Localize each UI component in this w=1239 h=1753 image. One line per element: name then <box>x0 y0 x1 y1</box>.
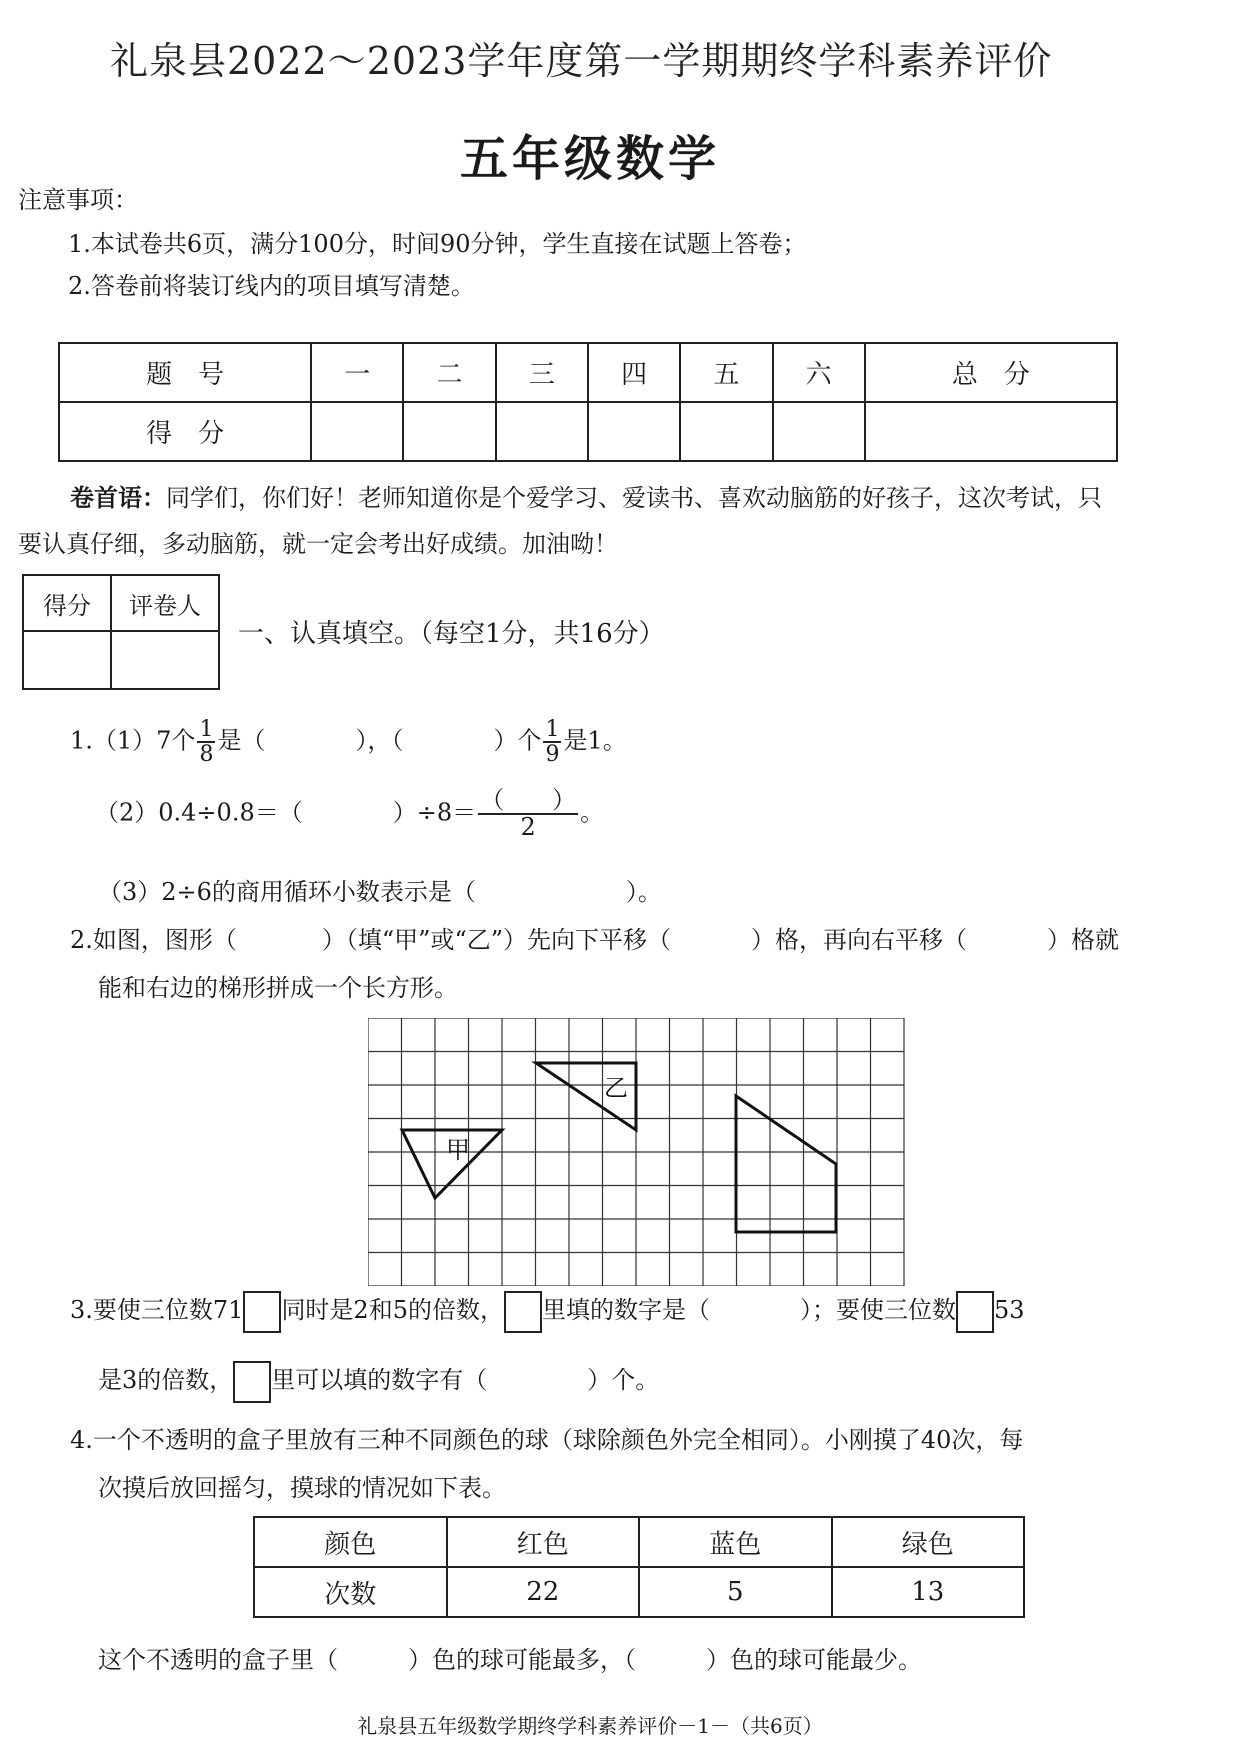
fraction-blank-over-two <box>478 788 578 840</box>
q4-line-3 <box>98 1640 922 1675</box>
ball-count-label: 次数 <box>254 1567 447 1617</box>
q2-text-c: ）格，再向右平移（ <box>750 926 967 954</box>
score-col-3: 三 <box>496 343 588 402</box>
q2-text-a: 2.如图，图形（ <box>70 926 237 954</box>
ball-count-red: 22 <box>447 1567 640 1617</box>
section-1-title: 一、认真填空。（每空1分，共16分） <box>238 619 665 649</box>
fraction-numerator: 1 <box>545 717 560 742</box>
digit-box[interactable] <box>233 1361 271 1403</box>
fraction-denominator: 9 <box>545 742 560 768</box>
digit-box[interactable] <box>504 1291 542 1333</box>
q1-p3-b: ）。 <box>625 878 662 906</box>
score-row-label: 得 分 <box>59 402 311 461</box>
q1-part-1 <box>70 718 627 766</box>
q4-line-2: 次摸后放回摇匀，摸球的情况如下表。 <box>98 1474 506 1502</box>
fraction-denominator: 2 <box>520 813 536 842</box>
score-col-4: 四 <box>588 343 680 402</box>
score-cell <box>311 402 403 461</box>
grader-name-label: 评卷人 <box>111 575 219 631</box>
ball-count-green: 13 <box>832 1567 1025 1617</box>
q2-text-b: ）（填“甲”或“乙”）先向下平移（ <box>321 926 671 954</box>
fraction-numerator: （ ） <box>480 786 577 814</box>
preface-title: 卷首语： <box>70 483 166 512</box>
q3-text-b: 同时是2和5的倍数， <box>281 1296 504 1324</box>
q3-text-f: 是3的倍数， <box>98 1366 234 1394</box>
score-table <box>58 342 1118 462</box>
q1-text-e: 是1。 <box>563 726 627 755</box>
digit-box[interactable] <box>956 1291 994 1333</box>
q3-text-h: ）个。 <box>587 1366 660 1394</box>
exam-header: 礼泉县2022～2023学年度第一学期期终学科素养评价 <box>110 39 1053 83</box>
fraction-one-eighth <box>197 718 215 766</box>
q1-p3-a: （3）2÷6的商用循环小数表示是（ <box>98 878 476 906</box>
score-cell <box>588 402 680 461</box>
trapezoid <box>736 1096 836 1232</box>
score-col-2: 二 <box>403 343 495 402</box>
score-cell <box>865 402 1117 461</box>
fraction-denominator: 8 <box>199 742 214 768</box>
q3-text-c: 里填的数字是（ <box>541 1296 710 1324</box>
q1-part-2 <box>95 788 604 840</box>
q2-text-d: ）格就 <box>1046 926 1119 954</box>
grader-score-cell <box>23 631 111 689</box>
q1-text-b: 是（ <box>217 726 266 755</box>
score-cell <box>403 402 495 461</box>
notice-item-2: 2.答卷前将装订线内的项目填写清楚。 <box>68 272 475 300</box>
grader-score-label: 得分 <box>23 575 111 631</box>
score-cell <box>773 402 865 461</box>
notice-item-1: 1.本试卷共6页，满分100分，时间90分钟，学生直接在试题上答卷； <box>68 230 807 258</box>
q2-grid-figure <box>368 1018 908 1286</box>
q1-p2-end: 。 <box>580 798 605 827</box>
label-yi: 乙 <box>604 1074 628 1102</box>
q4-text-b: ）色的球可能最多，（ <box>408 1646 636 1674</box>
fraction-numerator: 1 <box>199 717 214 742</box>
score-header-label: 题 号 <box>59 343 311 402</box>
q4-line-1: 4.一个不透明的盒子里放有三种不同颜色的球（球除颜色外完全相同）。小刚摸了40次，每 <box>70 1426 1024 1454</box>
ball-header-label: 颜色 <box>254 1517 447 1567</box>
q3-text-g: 里可以填的数字有（ <box>271 1366 488 1394</box>
score-cell <box>496 402 588 461</box>
preface-text-1: 同学们，你们好！老师知道你是个爱学习、爱读书、喜欢动脑筋的好孩子，这次考试，只 <box>166 484 1102 512</box>
q3-text-e: 53 <box>993 1296 1025 1324</box>
fraction-one-ninth <box>543 718 561 766</box>
preface-line-1 <box>70 478 1102 513</box>
score-col-1: 一 <box>311 343 403 402</box>
ball-header-green: 绿色 <box>832 1517 1025 1567</box>
q3-line-2 <box>98 1360 659 1403</box>
score-col-5: 五 <box>680 343 772 402</box>
preface-line-2: 要认真仔细，多动脑筋，就一定会考出好成绩。加油呦！ <box>18 530 618 558</box>
ball-count-blue: 5 <box>639 1567 832 1617</box>
q1-text-d: ）个 <box>493 726 542 755</box>
page-footer: 礼泉县五年级数学期终学科素养评价－1－（共6页） <box>357 1714 823 1738</box>
notice-title: 注意事项： <box>18 186 138 214</box>
score-col-6: 六 <box>773 343 865 402</box>
grader-name-cell <box>111 631 219 689</box>
digit-box[interactable] <box>243 1291 281 1333</box>
q1-part-3 <box>98 872 662 907</box>
ball-header-red: 红色 <box>447 1517 640 1567</box>
label-jia: 甲 <box>446 1136 470 1164</box>
q2-line-2: 能和右边的梯形拼成一个长方形。 <box>98 974 458 1002</box>
q1-p2-a: （2）0.4÷0.8＝（ <box>95 798 303 827</box>
q1-text-a: 1.（1）7个 <box>70 726 196 755</box>
score-col-total: 总 分 <box>865 343 1117 402</box>
q4-text-c: ）色的球可能最少。 <box>706 1646 922 1674</box>
score-cell <box>680 402 772 461</box>
ball-table <box>253 1516 1025 1618</box>
grader-box <box>22 574 220 690</box>
q2-line-1 <box>70 920 1119 955</box>
q3-text-d: ）；要使三位数 <box>799 1296 956 1324</box>
q1-text-c: ），（ <box>355 726 404 755</box>
ball-header-blue: 蓝色 <box>639 1517 832 1567</box>
q1-p2-b: ）÷8＝ <box>392 798 477 827</box>
q4-text-a: 这个不透明的盒子里（ <box>98 1646 338 1674</box>
q3-text-a: 3.要使三位数71 <box>70 1296 244 1324</box>
subject-title: 五年级数学 <box>459 131 720 187</box>
q3-line-1 <box>70 1290 1025 1333</box>
